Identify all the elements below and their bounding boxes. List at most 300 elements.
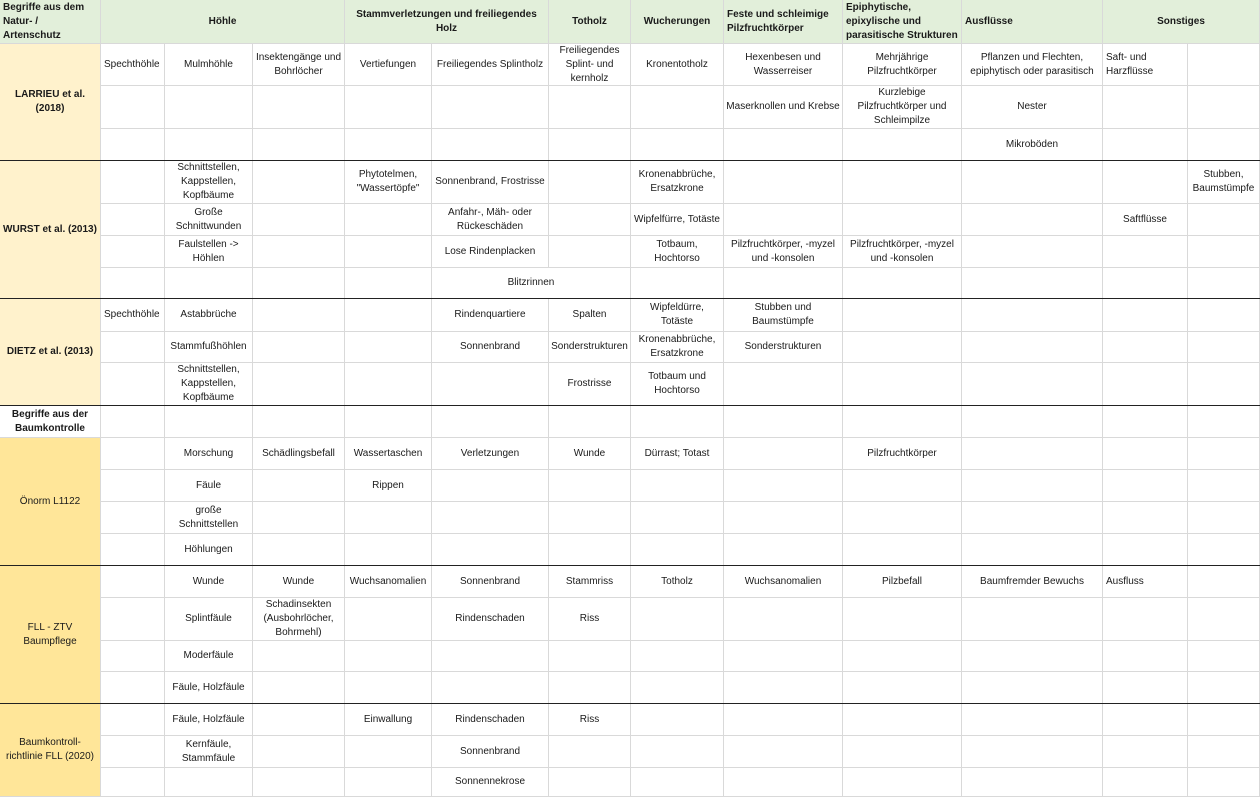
- empty-cell: [1188, 44, 1260, 86]
- cell-text: Riss: [579, 713, 600, 725]
- cell-text: Rindenschaden: [455, 613, 525, 624]
- table-cell: [345, 566, 432, 598]
- table-cell: [165, 672, 253, 704]
- cell-text: Totholz: [572, 15, 607, 27]
- cell-text: Mulmhöhle: [184, 58, 233, 70]
- empty-cell: [724, 736, 843, 768]
- header-sonstiges: [1103, 0, 1260, 44]
- cell-text: Fäule: [195, 479, 221, 491]
- cell-text: Rindenquartiere: [454, 309, 526, 320]
- cell-text: Baumkontroll-richtlinie FLL (2020): [5, 737, 94, 762]
- table-cell: [253, 566, 345, 598]
- empty-cell: [345, 236, 432, 268]
- cell-text: Saft- und Harzflüsse: [1106, 51, 1154, 77]
- table-cell: [549, 598, 631, 641]
- empty-cell: [724, 598, 843, 641]
- table-cell: [631, 161, 724, 204]
- header-totholz: [549, 0, 631, 44]
- empty-cell: [1188, 438, 1260, 470]
- empty-cell: [549, 129, 631, 161]
- cell-text: Kernfäule, Stammfäule: [181, 738, 236, 764]
- cell-text: Wipfelfürre, Totäste: [634, 213, 720, 225]
- table-cell: [1103, 566, 1188, 598]
- empty-cell: [253, 299, 345, 332]
- table-cell: [724, 566, 843, 598]
- table-cell: [549, 438, 631, 470]
- cell-text: Mikroböden: [1005, 138, 1059, 150]
- table-cell: [843, 44, 962, 86]
- table-cell: [549, 299, 631, 332]
- table-cell: [432, 44, 549, 86]
- empty-cell: [962, 204, 1103, 236]
- table-cell: [432, 598, 549, 641]
- empty-cell: [345, 86, 432, 129]
- cell-text: Ausfluss: [1106, 575, 1144, 587]
- empty-cell: [843, 406, 962, 438]
- table-cell: [432, 268, 631, 299]
- cell-text: Schnittstellen, Kappstellen, Kopfbäume: [177, 162, 240, 201]
- empty-cell: [843, 704, 962, 736]
- empty-cell: [549, 736, 631, 768]
- empty-cell: [432, 502, 549, 534]
- table-cell: [432, 299, 549, 332]
- empty-cell: [631, 470, 724, 502]
- cell-text: Schadinsekten (Ausbohrlöcher, Bohrmehl): [263, 599, 334, 638]
- table-cell: [165, 641, 253, 672]
- cell-text: Rindenschaden: [455, 713, 525, 725]
- empty-cell: [843, 129, 962, 161]
- table-cell: [549, 566, 631, 598]
- table-cell: [165, 438, 253, 470]
- cell-text: Pilzfruchtkörper, -myzel und -konsolen: [731, 238, 835, 264]
- cell-text: Schädlingsbefall: [262, 447, 335, 459]
- empty-cell: [253, 768, 345, 797]
- table-cell: [165, 598, 253, 641]
- empty-cell: [724, 406, 843, 438]
- cell-text: Vertiefungen: [359, 58, 417, 70]
- cell-text: Dürrast; Totast: [644, 447, 710, 459]
- empty-cell: [843, 534, 962, 566]
- empty-cell: [253, 502, 345, 534]
- cell-text: Fäule, Holzfäule: [172, 713, 245, 725]
- empty-cell: [345, 598, 432, 641]
- empty-cell: [631, 672, 724, 704]
- empty-cell: [724, 768, 843, 797]
- empty-cell: [1188, 332, 1260, 363]
- empty-cell: [549, 236, 631, 268]
- empty-cell: [724, 502, 843, 534]
- cell-text: Epiphytische, epixylische und parasitische Strukturen: [846, 1, 958, 41]
- empty-cell: [631, 641, 724, 672]
- cell-text: WURST et al. (2013): [3, 223, 97, 235]
- cell-text: LARRIEU et al. (2018): [14, 89, 85, 114]
- empty-cell: [345, 129, 432, 161]
- group-label-onorm: [0, 438, 101, 566]
- table-cell: [165, 236, 253, 268]
- cell-text: Begriffe aus dem Natur- / Artenschutz: [3, 1, 85, 41]
- cell-text: Freiliegendes Splintholz: [436, 58, 544, 70]
- empty-cell: [101, 704, 165, 736]
- cell-text: Wunde: [282, 575, 315, 587]
- cell-text: Totholz: [661, 575, 693, 587]
- empty-cell: [1103, 641, 1188, 672]
- table-cell: [165, 704, 253, 736]
- empty-cell: [549, 502, 631, 534]
- empty-cell: [345, 502, 432, 534]
- cell-text: Moderfäule: [183, 650, 234, 661]
- cell-text: Splintfäule: [185, 613, 232, 624]
- table-cell: [165, 534, 253, 566]
- cell-text: Sonstiges: [1157, 15, 1205, 27]
- cell-text: Blitzrinnen: [507, 277, 555, 288]
- cell-text: Faulstellen -> Höhlen: [178, 238, 239, 264]
- empty-cell: [1188, 204, 1260, 236]
- cell-text: Wassertaschen: [353, 447, 423, 459]
- empty-cell: [1188, 641, 1260, 672]
- empty-cell: [962, 768, 1103, 797]
- empty-cell: [549, 204, 631, 236]
- empty-cell: [631, 502, 724, 534]
- cell-text: Kronenabbrüche, Ersatzkrone: [638, 169, 716, 194]
- empty-cell: [345, 299, 432, 332]
- empty-cell: [253, 672, 345, 704]
- cell-text: Schnittstellen, Kappstellen, Kopfbäume: [177, 364, 240, 403]
- empty-cell: [253, 204, 345, 236]
- empty-cell: [101, 268, 165, 299]
- table-cell: [345, 470, 432, 502]
- empty-cell: [1188, 236, 1260, 268]
- cell-text: große Schnittstellen: [178, 504, 239, 530]
- cell-text: Sonderstrukturen: [744, 341, 822, 352]
- empty-cell: [549, 672, 631, 704]
- empty-cell: [962, 470, 1103, 502]
- empty-cell: [345, 406, 432, 438]
- cell-text: Einwallung: [363, 713, 413, 725]
- table-cell: [345, 704, 432, 736]
- table-cell: [549, 363, 631, 406]
- empty-cell: [1103, 534, 1188, 566]
- table-cell: [432, 332, 549, 363]
- table-cell: [843, 566, 962, 598]
- table-cell: [165, 470, 253, 502]
- cell-text: Phytotelmen, "Wassertöpfe": [356, 169, 420, 194]
- empty-cell: [962, 406, 1103, 438]
- table-cell: [165, 736, 253, 768]
- empty-cell: [843, 672, 962, 704]
- empty-cell: [962, 736, 1103, 768]
- empty-cell: [1188, 598, 1260, 641]
- empty-cell: [1103, 236, 1188, 268]
- empty-cell: [101, 566, 165, 598]
- cell-text: Astabbrüche: [180, 309, 237, 320]
- empty-cell: [345, 768, 432, 797]
- empty-cell: [1103, 736, 1188, 768]
- cell-text: DIETZ et al. (2013): [6, 346, 94, 357]
- empty-cell: [1103, 161, 1188, 204]
- table-cell: [631, 332, 724, 363]
- empty-cell: [253, 534, 345, 566]
- empty-cell: [1103, 598, 1188, 641]
- table-cell: [432, 704, 549, 736]
- empty-cell: [724, 704, 843, 736]
- empty-cell: [253, 363, 345, 406]
- empty-cell: [253, 86, 345, 129]
- empty-cell: [345, 204, 432, 236]
- group-separator: [0, 565, 1260, 566]
- empty-cell: [631, 406, 724, 438]
- table-cell: [432, 204, 549, 236]
- empty-cell: [1103, 470, 1188, 502]
- empty-cell: [724, 534, 843, 566]
- table-cell: [724, 44, 843, 86]
- table-cell: [432, 236, 549, 268]
- empty-cell: [345, 363, 432, 406]
- empty-cell: [101, 236, 165, 268]
- empty-cell: [724, 438, 843, 470]
- empty-cell: [631, 534, 724, 566]
- table-cell: [843, 236, 962, 268]
- group-separator: [0, 160, 1260, 161]
- empty-cell: [253, 161, 345, 204]
- empty-cell: [631, 736, 724, 768]
- table-cell: [962, 129, 1103, 161]
- empty-cell: [101, 641, 165, 672]
- table-cell: [101, 299, 165, 332]
- cell-text: Anfahr-, Mäh- oder Rückeschäden: [448, 206, 532, 232]
- header-epiphytische: [843, 0, 962, 44]
- empty-cell: [843, 161, 962, 204]
- table-cell: [165, 204, 253, 236]
- table-cell: [253, 438, 345, 470]
- table-cell: [962, 44, 1103, 86]
- empty-cell: [962, 161, 1103, 204]
- table-cell: [432, 566, 549, 598]
- cell-text: Stammfußhöhlen: [170, 341, 247, 352]
- empty-cell: [1188, 768, 1260, 797]
- cell-text: Spechthöhle: [104, 58, 160, 70]
- empty-cell: [1188, 502, 1260, 534]
- cell-text: Sonderstrukturen: [551, 341, 628, 352]
- empty-cell: [724, 470, 843, 502]
- empty-cell: [724, 641, 843, 672]
- cell-text: Freiliegendes Splint- und kernholz: [559, 44, 620, 84]
- group-label-baumkontrolle: [0, 406, 101, 438]
- cell-text: Ausflüsse: [965, 15, 1013, 27]
- empty-cell: [1188, 268, 1260, 299]
- empty-cell: [1188, 566, 1260, 598]
- table-cell: [549, 704, 631, 736]
- group-label-larrieu: [0, 44, 101, 161]
- empty-cell: [432, 672, 549, 704]
- empty-cell: [101, 672, 165, 704]
- table-cell: [165, 502, 253, 534]
- cell-text: Riss: [579, 613, 600, 624]
- empty-cell: [724, 363, 843, 406]
- group-label-fll-ztv: [0, 566, 101, 704]
- empty-cell: [1103, 672, 1188, 704]
- empty-cell: [843, 268, 962, 299]
- table-cell: [724, 299, 843, 332]
- cell-text: Saftflüsse: [1123, 213, 1167, 225]
- empty-cell: [165, 406, 253, 438]
- cell-text: Baumfremder Bewuchs: [980, 575, 1084, 587]
- header-first-cell: [0, 0, 101, 44]
- table-cell: [843, 86, 962, 129]
- cell-text: Kronentotholz: [646, 58, 708, 70]
- empty-cell: [549, 534, 631, 566]
- cell-text: Sonnenbrand: [459, 575, 521, 587]
- table-cell: [724, 236, 843, 268]
- table-cell: [253, 598, 345, 641]
- table-cell: [345, 44, 432, 86]
- empty-cell: [1188, 86, 1260, 129]
- table-cell: [165, 44, 253, 86]
- cell-text: Verletzungen: [460, 447, 520, 459]
- empty-cell: [101, 161, 165, 204]
- empty-cell: [101, 406, 165, 438]
- empty-cell: [1103, 406, 1188, 438]
- empty-cell: [549, 641, 631, 672]
- empty-cell: [101, 438, 165, 470]
- empty-cell: [1103, 704, 1188, 736]
- empty-cell: [101, 363, 165, 406]
- empty-cell: [101, 129, 165, 161]
- cell-text: Wipfeldürre, Totäste: [650, 302, 704, 327]
- cell-text: Wucherungen: [643, 15, 711, 27]
- empty-cell: [962, 332, 1103, 363]
- cell-text: Wuchsanomalien: [349, 575, 427, 587]
- cell-text: Insektengänge und Bohrlöcher: [255, 51, 342, 77]
- empty-cell: [843, 598, 962, 641]
- empty-cell: [962, 598, 1103, 641]
- empty-cell: [962, 502, 1103, 534]
- table-cell: [432, 768, 549, 797]
- empty-cell: [1188, 470, 1260, 502]
- table-cell: [1188, 161, 1260, 204]
- cell-text: Stammriss: [565, 575, 614, 587]
- empty-cell: [345, 332, 432, 363]
- empty-cell: [962, 236, 1103, 268]
- empty-cell: [549, 768, 631, 797]
- empty-cell: [1103, 502, 1188, 534]
- cell-text: Wunde: [573, 447, 606, 459]
- cell-text: Hexenbesen und Wasserreiser: [745, 51, 821, 77]
- empty-cell: [631, 268, 724, 299]
- group-label-dietz: [0, 299, 101, 406]
- empty-cell: [1103, 268, 1188, 299]
- header-ausfluesse: [962, 0, 1103, 44]
- empty-cell: [549, 86, 631, 129]
- empty-cell: [843, 332, 962, 363]
- cell-text: Pilzfruchtkörper: [867, 447, 937, 459]
- empty-cell: [253, 332, 345, 363]
- empty-cell: [101, 332, 165, 363]
- cell-text: Önorm L1122: [19, 495, 81, 507]
- cell-text: Mehrjährige Pilzfruchtkörper: [867, 51, 937, 77]
- empty-cell: [432, 406, 549, 438]
- empty-cell: [724, 161, 843, 204]
- empty-cell: [1188, 672, 1260, 704]
- empty-cell: [843, 470, 962, 502]
- table-cell: [432, 736, 549, 768]
- table-cell: [631, 299, 724, 332]
- empty-cell: [253, 470, 345, 502]
- empty-cell: [165, 86, 253, 129]
- cell-text: Wunde: [192, 575, 225, 587]
- empty-cell: [345, 672, 432, 704]
- empty-cell: [843, 641, 962, 672]
- empty-cell: [962, 641, 1103, 672]
- cell-text: Stubben, Baumstümpfe: [1192, 169, 1255, 194]
- cell-text: Totbaum und Hochtorso: [648, 371, 706, 396]
- empty-cell: [962, 299, 1103, 332]
- empty-cell: [345, 736, 432, 768]
- cell-text: Kronenabbrüche, Ersatzkrone: [638, 334, 716, 359]
- table-cell: [101, 44, 165, 86]
- empty-cell: [253, 406, 345, 438]
- table-cell: [631, 363, 724, 406]
- empty-cell: [549, 470, 631, 502]
- empty-cell: [101, 598, 165, 641]
- empty-cell: [843, 204, 962, 236]
- table-cell: [165, 363, 253, 406]
- empty-cell: [724, 129, 843, 161]
- table-cell: [253, 44, 345, 86]
- table-cell: [432, 438, 549, 470]
- empty-cell: [1188, 406, 1260, 438]
- cell-text: Lose Rindenplacken: [444, 245, 536, 257]
- empty-cell: [1188, 363, 1260, 406]
- table-cell: [962, 566, 1103, 598]
- empty-cell: [253, 641, 345, 672]
- cell-text: FLL - ZTV Baumpflege: [23, 621, 77, 647]
- empty-cell: [631, 598, 724, 641]
- empty-cell: [631, 129, 724, 161]
- table-cell: [165, 299, 253, 332]
- cell-text: Begriffe aus der Baumkontrolle: [11, 408, 89, 434]
- header-hoehle: [101, 0, 345, 44]
- empty-cell: [432, 129, 549, 161]
- cell-text: Spalten: [572, 309, 607, 320]
- cell-text: Große Schnittwunden: [175, 206, 242, 232]
- table-cell: [631, 236, 724, 268]
- empty-cell: [253, 129, 345, 161]
- empty-cell: [724, 268, 843, 299]
- cell-text: Nester: [1017, 101, 1047, 112]
- empty-cell: [962, 704, 1103, 736]
- empty-cell: [345, 641, 432, 672]
- table-cell: [631, 566, 724, 598]
- empty-cell: [1188, 736, 1260, 768]
- empty-cell: [432, 363, 549, 406]
- empty-cell: [549, 406, 631, 438]
- empty-cell: [101, 470, 165, 502]
- empty-cell: [1103, 299, 1188, 332]
- empty-cell: [962, 672, 1103, 704]
- empty-cell: [549, 161, 631, 204]
- cell-text: Sonnenbrand: [459, 745, 521, 757]
- empty-cell: [724, 672, 843, 704]
- empty-cell: [631, 86, 724, 129]
- table-cell: [345, 161, 432, 204]
- empty-cell: [843, 768, 962, 797]
- table-cell: [1103, 204, 1188, 236]
- cell-text: Pflanzen und Flechten, epiphytisch oder parasitisch: [970, 51, 1094, 77]
- empty-cell: [432, 86, 549, 129]
- table-cell: [345, 438, 432, 470]
- cell-text: Stubben und Baumstümpfe: [752, 302, 814, 327]
- empty-cell: [345, 534, 432, 566]
